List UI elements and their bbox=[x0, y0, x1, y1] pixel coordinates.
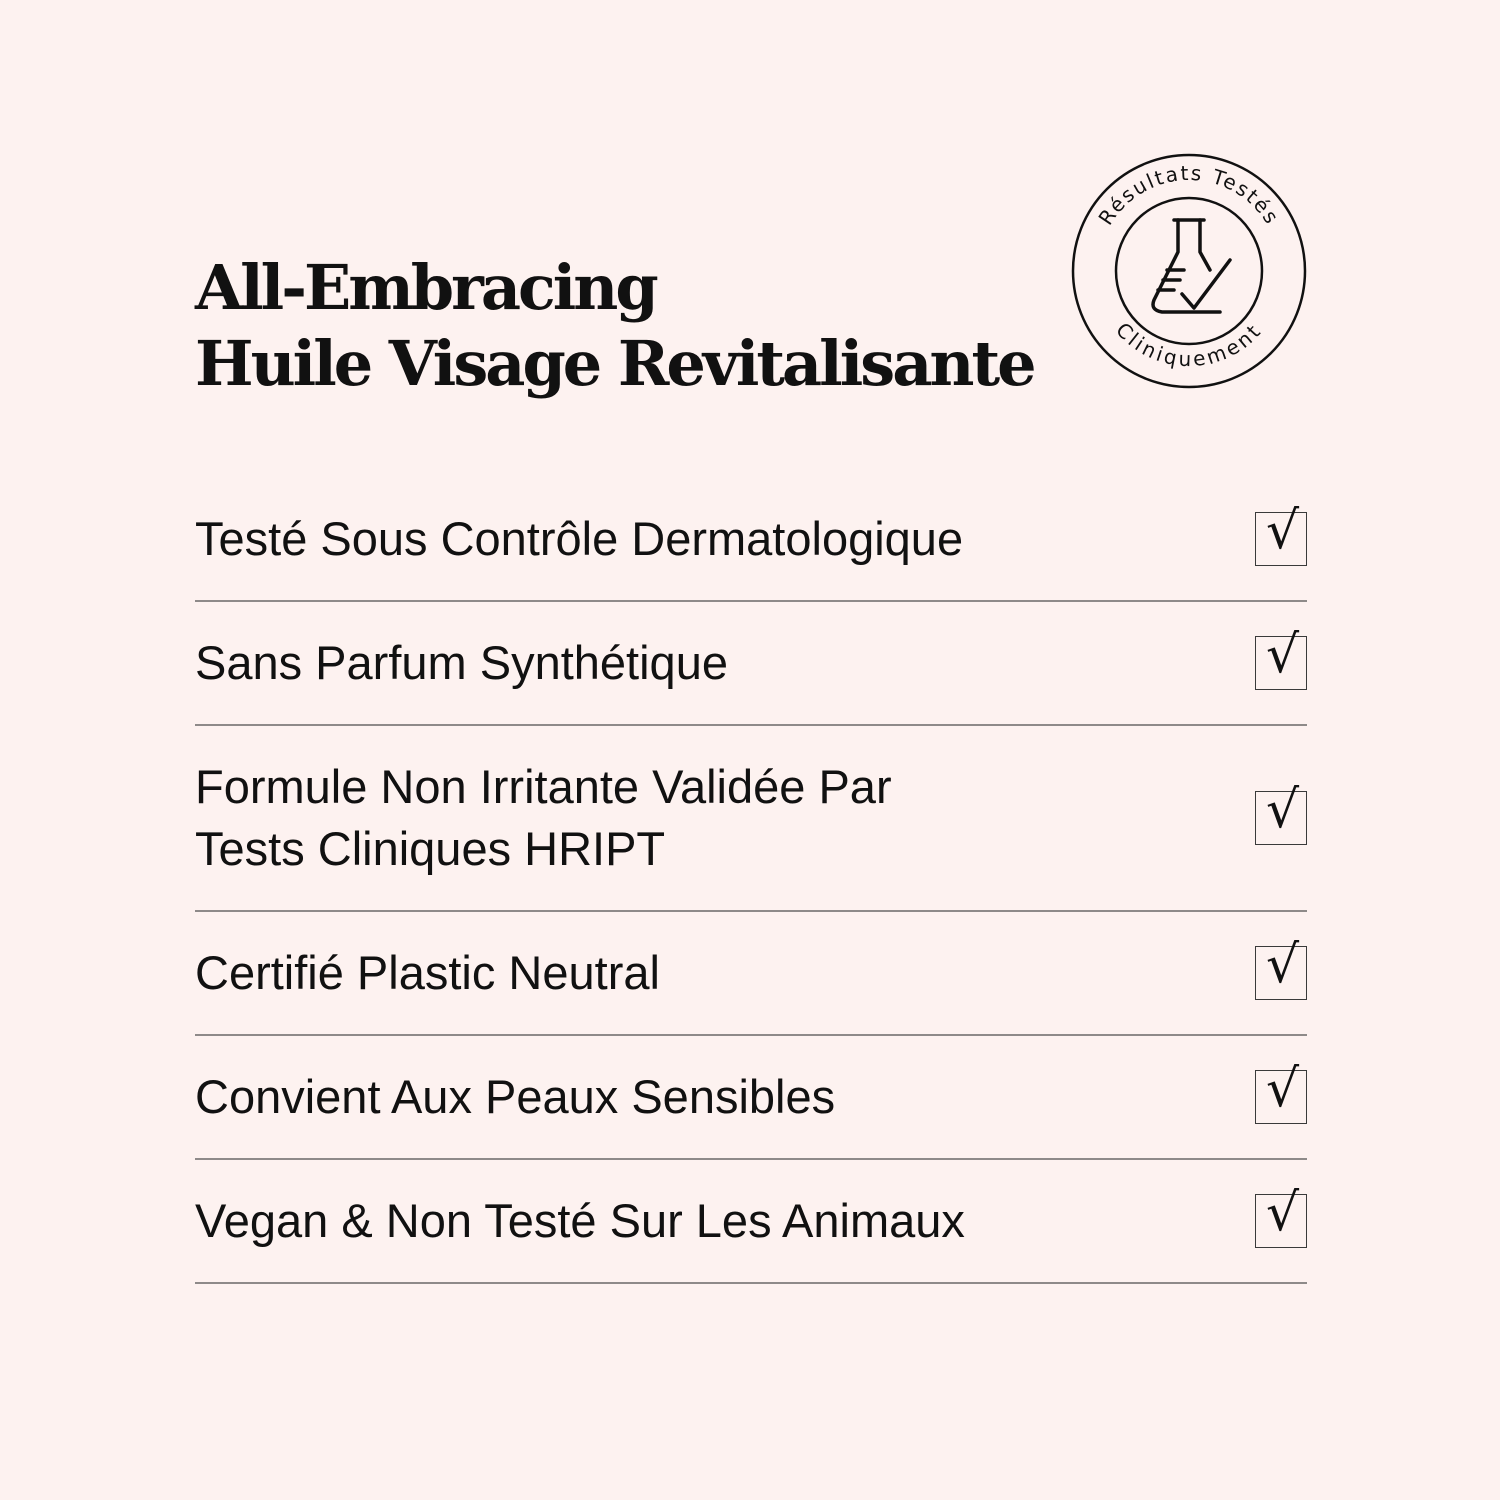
feature-row-dermatologically-tested bbox=[195, 478, 1307, 602]
flask-check-icon bbox=[1153, 220, 1230, 312]
checkmark-icon: √ bbox=[1266, 1183, 1300, 1243]
clinically-tested-badge bbox=[1070, 152, 1308, 390]
feature-label: Testé Sous Contrôle Dermatologique bbox=[195, 512, 964, 565]
feature-label: Sans Parfum Synthétique bbox=[195, 636, 728, 689]
checkmark-box bbox=[1255, 1183, 1307, 1248]
checkmark-box bbox=[1255, 501, 1307, 566]
checkmark-icon: √ bbox=[1266, 935, 1300, 995]
feature-row-plastic-neutral bbox=[195, 912, 1307, 1036]
checkmark-box bbox=[1255, 625, 1307, 690]
feature-label: Formule Non Irritante Validée Par Tests Cliniques HRIPT bbox=[195, 760, 892, 875]
feature-row-non-irritating bbox=[195, 726, 1307, 912]
badge-bottom-text: Cliniquement bbox=[1111, 317, 1267, 372]
checkmark-icon: √ bbox=[1266, 1059, 1300, 1119]
product-title bbox=[195, 250, 1034, 402]
feature-label: Convient Aux Peaux Sensibles bbox=[195, 1070, 836, 1123]
feature-row-vegan-cruelty-free bbox=[195, 1160, 1307, 1284]
checkmark-icon: √ bbox=[1266, 625, 1300, 685]
feature-label: Certifié Plastic Neutral bbox=[195, 946, 660, 999]
checkmark-icon: √ bbox=[1266, 501, 1300, 561]
checkmark-box bbox=[1255, 935, 1307, 1000]
checkmark-icon: √ bbox=[1266, 780, 1300, 840]
feature-label: Vegan & Non Testé Sur Les Animaux bbox=[195, 1194, 965, 1247]
checkmark-box bbox=[1255, 1059, 1307, 1124]
title-line-product: Huile Visage Revitalisante bbox=[195, 327, 1034, 400]
feature-row-fragrance-free bbox=[195, 602, 1307, 726]
feature-list bbox=[195, 478, 1307, 1284]
feature-row-sensitive-skin bbox=[195, 1036, 1307, 1160]
badge-top-text: Résultats Testés bbox=[1093, 160, 1285, 230]
title-line-brand: All-Embracing bbox=[195, 251, 656, 324]
checkmark-box bbox=[1255, 780, 1307, 845]
